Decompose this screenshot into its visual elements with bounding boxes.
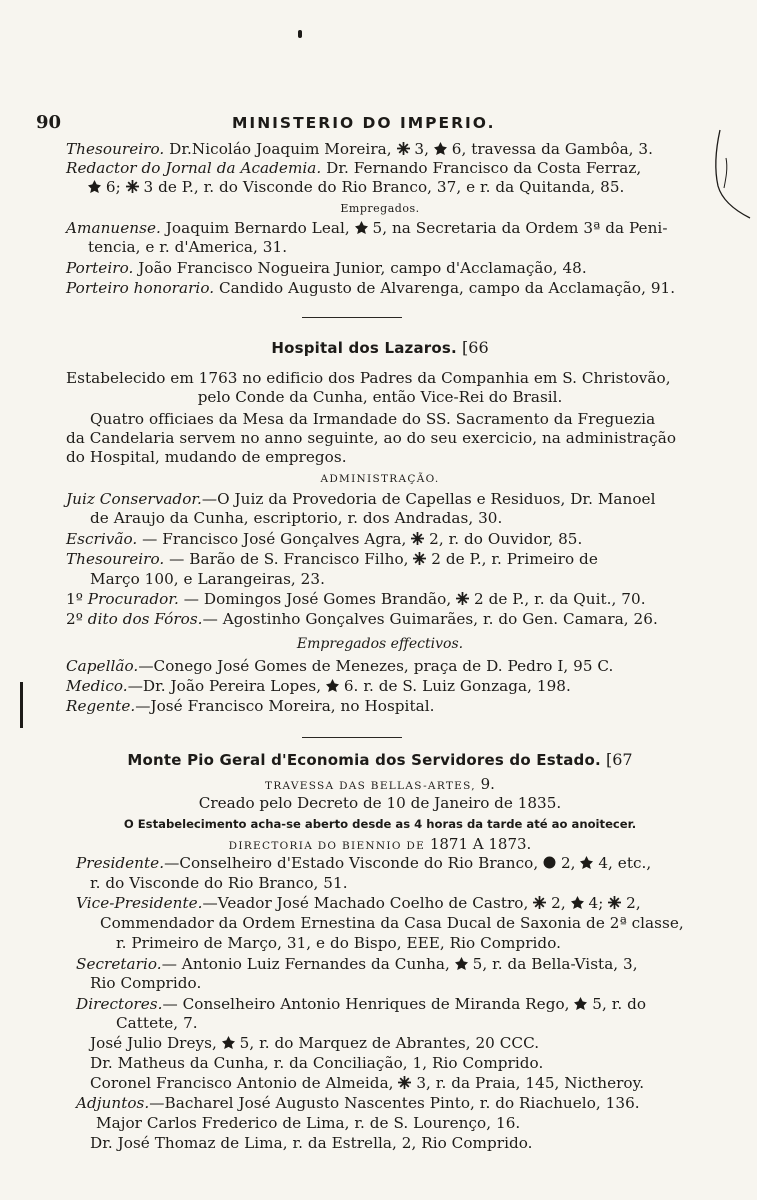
entry-adjuntos: Adjuntos.—Bacharel José Augusto Nascentes Pinto, r. do Riachuelo, 136. bbox=[76, 1094, 640, 1112]
margin-bracket-scribble bbox=[706, 128, 754, 220]
role-label: Presidente. bbox=[76, 854, 165, 872]
role-label: Secretario. bbox=[76, 955, 162, 973]
role-label: Juiz Conservador. bbox=[66, 490, 202, 508]
hours-line: O Estabelecimento acha-se aberto desde as 4 horas da tarde até ao anoitecer. bbox=[123, 817, 637, 831]
entry-porteiro-honorario: Porteiro honorario. Candido Augusto de Alvarenga, campo da Acclamação, 91. bbox=[66, 279, 676, 297]
rose-decoration-icon bbox=[455, 957, 468, 970]
cross-decoration-icon bbox=[456, 592, 469, 605]
cross-decoration-icon bbox=[398, 1076, 411, 1089]
entry-presidente: Presidente.—Conselheiro d'Estado Visconde do Rio Branco, 2, 4, etc., bbox=[76, 854, 652, 872]
rose-decoration-icon bbox=[434, 142, 447, 155]
role-label: Redactor do Jornal da Academia. bbox=[66, 159, 322, 177]
entry-thesoureiro-cont: Março 100, e Larangeiras, 23. bbox=[90, 570, 325, 588]
entry-procurador-1: 1º Procurador. — Domingos José Gomes Brandão, 2 de P., r. da Quit., 70. bbox=[66, 590, 646, 608]
rose-decoration-icon bbox=[326, 679, 339, 692]
running-title: MINISTERIO DO IMPERIO. bbox=[232, 114, 496, 132]
role-label: Regente. bbox=[66, 697, 136, 715]
entry-directores: Directores.— Conselheiro Antonio Henriques de Miranda Rego, 5, r. do bbox=[76, 995, 647, 1013]
role-label: Procurador. bbox=[87, 590, 179, 608]
cross-decoration-icon bbox=[126, 180, 139, 193]
entry-amanuense: Amanuense. Joaquim Bernardo Leal, 5, na Secretaria da Ordem 3ª da Peni- bbox=[66, 219, 668, 237]
entry-juiz: Juiz Conservador.—O Juiz da Provedoria de Capellas e Residuos, Dr. Manoel bbox=[66, 490, 656, 508]
role-label: Directores. bbox=[76, 995, 163, 1013]
subheading-administracao: ADMINISTRAÇÃO. bbox=[320, 473, 440, 485]
entry-director: Dr. Matheus da Cunha, r. da Conciliação, 1, Rio Comprido. bbox=[90, 1054, 544, 1072]
rose-decoration-icon bbox=[88, 180, 101, 193]
margin-ink-stroke bbox=[20, 682, 23, 728]
cross-decoration-icon bbox=[608, 896, 621, 909]
entry-thesoureiro: Thesoureiro. Dr.Nicoláo Joaquim Moreira, 3, 6, travessa da Gambôa, 3. bbox=[66, 140, 654, 158]
role-label: Capellão. bbox=[66, 657, 139, 675]
paragraph-line: do Hospital, mudando de empregos. bbox=[66, 448, 347, 466]
cross-decoration-icon bbox=[411, 532, 424, 545]
entry-regente: Regente.—José Francisco Moreira, no Hospital. bbox=[66, 697, 435, 715]
rose-decoration-icon bbox=[355, 221, 368, 234]
entry-porteiro: Porteiro. João Francisco Nogueira Junior, campo d'Acclamação, 48. bbox=[66, 259, 587, 277]
page-number: 90 bbox=[36, 112, 62, 133]
section-divider bbox=[302, 317, 402, 318]
entry-secretario: Secretario.— Antonio Luiz Fernandes da Cunha, 5, r. da Bella-Vista, 3, bbox=[76, 955, 638, 973]
entry-medico: Medico.—Dr. João Pereira Lopes, 6. r. de S. Luiz Gonzaga, 198. bbox=[66, 677, 571, 695]
entry-capellao: Capellão.—Conego José Gomes de Menezes, praça de D. Pedro I, 95 C. bbox=[66, 657, 614, 675]
entry-director: José Julio Dreys, 5, r. do Marquez de Abrantes, 20 CCC. bbox=[90, 1034, 540, 1052]
role-label: Escrivão. bbox=[66, 530, 138, 548]
entry-thesoureiro-hospital: Thesoureiro. — Barão de S. Francisco Filho, 2 de P., r. Primeiro de bbox=[66, 550, 598, 568]
cross-decoration-icon bbox=[413, 552, 426, 565]
entry-adjunto: Major Carlos Frederico de Lima, r. de S. Lourenço, 16. bbox=[96, 1114, 521, 1132]
entry-procurador-2: 2º dito dos Fóros.— Agostinho Gonçalves Guimarães, r. do Gen. Camara, 26. bbox=[66, 610, 658, 628]
paragraph-line: Quatro officiaes da Mesa da Irmandade do SS. Sacramento da Freguezia bbox=[90, 410, 656, 428]
entry-presidente-cont: r. do Visconde do Rio Branco, 51. bbox=[90, 874, 348, 892]
cross-decoration-icon bbox=[397, 142, 410, 155]
role-label: Amanuense. bbox=[66, 219, 161, 237]
role-label: Thesoureiro. bbox=[66, 550, 165, 568]
section-title-monte-pio: Monte Pio Geral d'Economia dos Servidores do Estado. [67 bbox=[127, 750, 633, 769]
cross-decoration-icon bbox=[533, 896, 546, 909]
ink-speck bbox=[298, 30, 302, 38]
entry-secretario-cont: Rio Comprido. bbox=[90, 974, 202, 992]
rose-decoration-icon bbox=[222, 1036, 235, 1049]
paragraph-line: pelo Conde da Cunha, então Vice-Rei do Brasil. bbox=[197, 388, 563, 406]
address-line: TRAVESSA DAS BELLAS-ARTES, 9. bbox=[265, 775, 495, 793]
role-label: dito dos Fóros. bbox=[87, 610, 203, 628]
paragraph-line: Estabelecido em 1763 no edificio dos Padres da Companhia em S. Christovão, bbox=[66, 369, 671, 387]
role-label: Adjuntos. bbox=[76, 1094, 150, 1112]
paragraph-line: da Candelaria servem no anno seguinte, ao do seu exercicio, na administração bbox=[66, 429, 677, 447]
decree-line: Creado pelo Decreto de 10 de Janeiro de 1835. bbox=[198, 794, 562, 812]
entry-adjunto: Dr. José Thomaz de Lima, r. da Estrella, 2, Rio Comprido. bbox=[90, 1134, 533, 1152]
role-label: Medico. bbox=[66, 677, 128, 695]
entry-vice-cont-2: r. Primeiro de Março, 31, e do Bispo, EEE, Rio Comprido. bbox=[116, 934, 562, 952]
entry-vice-cont-1: Commendador da Ordem Ernestina da Casa Ducal de Saxonia de 2ª classe, bbox=[100, 914, 684, 932]
entry-redactor: Redactor do Jornal da Academia. Dr. Fernando Francisco da Costa Ferraz, bbox=[66, 159, 642, 177]
rose-decoration-icon bbox=[571, 896, 584, 909]
entry-directores-cont: Cattete, 7. bbox=[116, 1014, 198, 1032]
rose-decoration-icon bbox=[574, 997, 587, 1010]
entry-escrivao: Escrivão. — Francisco José Gonçalves Agra, 2, r. do Ouvidor, 85. bbox=[66, 530, 583, 548]
entry-vice-presidente: Vice-Presidente.—Veador José Machado Coelho de Castro, 2, 4; 2, bbox=[76, 894, 641, 912]
role-label: Porteiro honorario. bbox=[66, 279, 215, 297]
role-label: Vice-Presidente. bbox=[76, 894, 203, 912]
subheading-empregados-effectivos: Empregados effectivos. bbox=[296, 636, 464, 652]
entry-director: Coronel Francisco Antonio de Almeida, 3, r. da Praia, 145, Nictheroy. bbox=[90, 1074, 645, 1092]
entry-amanuense-cont: tencia, e r. d'America, 31. bbox=[88, 238, 288, 256]
section-divider bbox=[302, 737, 402, 738]
role-label: Thesoureiro. bbox=[66, 140, 165, 158]
role-label: Porteiro. bbox=[66, 259, 134, 277]
directoria-line: DIRECTORIA DO BIENNIO DE 1871 A 1873. bbox=[228, 835, 532, 853]
subheading-empregados: Empregados. bbox=[340, 202, 420, 215]
entry-redactor-cont: 6; 3 de P., r. do Visconde do Rio Branco, 37, e r. da Quitanda, 85. bbox=[88, 178, 624, 197]
rose-decoration-icon bbox=[580, 856, 593, 869]
section-title-hospital: Hospital dos Lazaros. [66 bbox=[271, 338, 489, 357]
entry-juiz-cont: de Araujo da Cunha, escriptorio, r. dos Andradas, 30. bbox=[90, 509, 503, 527]
star-decoration-icon bbox=[543, 856, 556, 869]
